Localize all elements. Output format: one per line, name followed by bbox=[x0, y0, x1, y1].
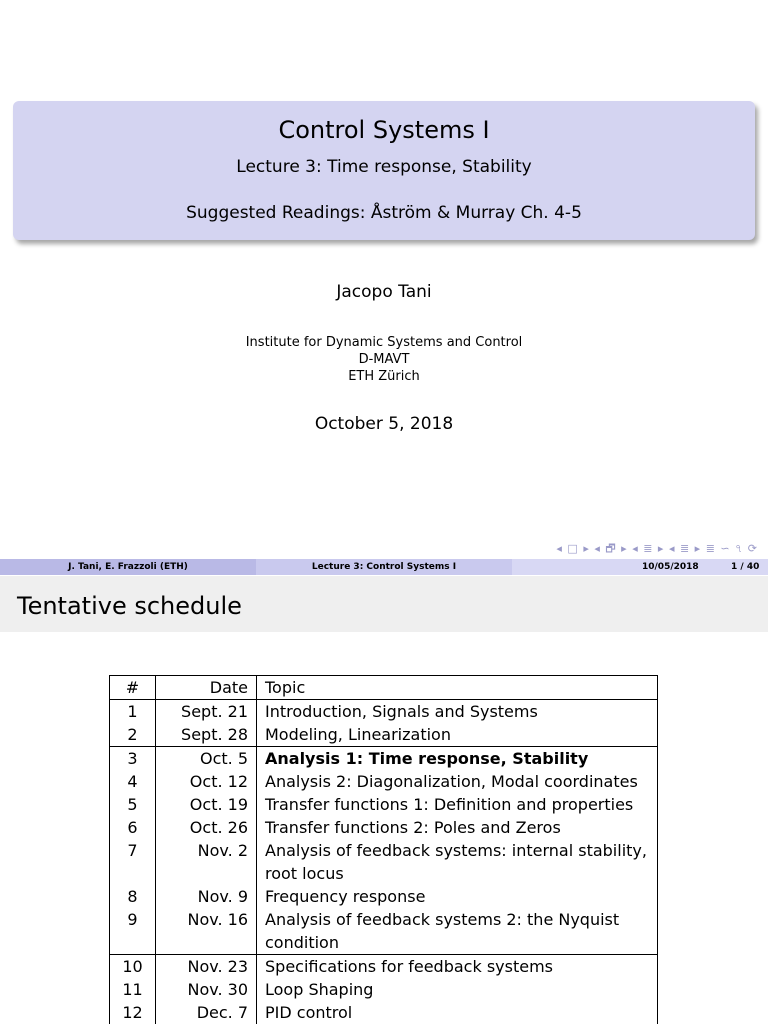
slide-footer bbox=[0, 559, 768, 575]
suggested-readings: Suggested Readings: Åström & Murray Ch. 4-5 bbox=[186, 203, 582, 223]
institute-block bbox=[0, 334, 768, 385]
lecture-date: October 5, 2018 bbox=[314, 414, 454, 434]
author-name: Jacopo Tani bbox=[336, 282, 432, 302]
table-row bbox=[110, 700, 658, 724]
row-num: 10 bbox=[110, 955, 156, 979]
row-date: Oct. 5 bbox=[156, 747, 257, 771]
table-row bbox=[110, 1001, 658, 1024]
university-line: ETH Zürich bbox=[348, 369, 420, 384]
schedule-body bbox=[110, 700, 658, 1024]
row-topic: Analysis of feedback systems: internal stability, root locus bbox=[257, 839, 658, 885]
row-topic: Modeling, Linearization bbox=[257, 723, 658, 747]
row-date: Dec. 7 bbox=[156, 1001, 257, 1024]
beamer-navigation-icons[interactable]: ◂ □ ▸ ◂ 🗗 ▸ ◂ ≣ ▸ ◂ ≣ ▸ ≣ ∽ ৭ ⟳ bbox=[556, 542, 758, 555]
slide-title: Control Systems I bbox=[278, 116, 490, 144]
institute-line: Institute for Dynamic Systems and Control bbox=[245, 335, 523, 350]
row-date: Oct. 26 bbox=[156, 816, 257, 839]
table-row bbox=[110, 816, 658, 839]
row-date: Oct. 12 bbox=[156, 770, 257, 793]
footer-page: 1 / 40 bbox=[731, 562, 760, 572]
row-num: 4 bbox=[110, 770, 156, 793]
row-topic: Introduction, Signals and Systems bbox=[257, 700, 658, 724]
frame-title: Tentative schedule bbox=[0, 576, 768, 632]
row-date: Nov. 16 bbox=[156, 908, 257, 955]
row-num: 12 bbox=[110, 1001, 156, 1024]
table-header-row bbox=[110, 676, 658, 700]
row-num: 5 bbox=[110, 793, 156, 816]
header-num: # bbox=[110, 676, 156, 700]
table-row bbox=[110, 955, 658, 979]
row-topic: Transfer functions 2: Poles and Zeros bbox=[257, 816, 658, 839]
table-row bbox=[110, 793, 658, 816]
row-date: Nov. 2 bbox=[156, 839, 257, 885]
row-num: 3 bbox=[110, 747, 156, 771]
row-date: Nov. 23 bbox=[156, 955, 257, 979]
table-row bbox=[110, 839, 658, 885]
row-date: Nov. 9 bbox=[156, 885, 257, 908]
row-topic: Analysis 2: Diagonalization, Modal coordinates bbox=[257, 770, 658, 793]
row-topic: PID control bbox=[257, 1001, 658, 1024]
table-row bbox=[110, 908, 658, 955]
row-date: Sept. 21 bbox=[156, 700, 257, 724]
row-date: Oct. 19 bbox=[156, 793, 257, 816]
row-num: 6 bbox=[110, 816, 156, 839]
row-topic: Transfer functions 1: Definition and properties bbox=[257, 793, 658, 816]
header-date: Date bbox=[156, 676, 257, 700]
row-num: 9 bbox=[110, 908, 156, 955]
footer-right bbox=[512, 559, 768, 575]
table-row bbox=[110, 885, 658, 908]
department-line: D-MAVT bbox=[358, 352, 410, 367]
header-topic: Topic bbox=[257, 676, 658, 700]
row-topic: Analysis 1: Time response, Stability bbox=[257, 747, 658, 771]
table-row bbox=[110, 978, 658, 1001]
footer-date: 10/05/2018 bbox=[642, 562, 699, 572]
row-num: 1 bbox=[110, 700, 156, 724]
row-num: 2 bbox=[110, 723, 156, 747]
table-row bbox=[110, 723, 658, 747]
table-row bbox=[110, 770, 658, 793]
footer-authors: J. Tani, E. Frazzoli (ETH) bbox=[0, 559, 256, 575]
row-date: Nov. 30 bbox=[156, 978, 257, 1001]
table-row bbox=[110, 747, 658, 771]
schedule-table bbox=[109, 675, 658, 1024]
row-topic: Loop Shaping bbox=[257, 978, 658, 1001]
row-num: 8 bbox=[110, 885, 156, 908]
row-num: 11 bbox=[110, 978, 156, 1001]
footer-lecture: Lecture 3: Control Systems I bbox=[256, 559, 512, 575]
title-box bbox=[13, 101, 755, 240]
row-topic: Frequency response bbox=[257, 885, 658, 908]
lecture-subtitle: Lecture 3: Time response, Stability bbox=[236, 157, 532, 177]
row-num: 7 bbox=[110, 839, 156, 885]
row-date: Sept. 28 bbox=[156, 723, 257, 747]
schedule-slide bbox=[0, 576, 768, 1024]
row-topic: Specifications for feedback systems bbox=[257, 955, 658, 979]
row-topic: Analysis of feedback systems 2: the Nyquist condition bbox=[257, 908, 658, 955]
